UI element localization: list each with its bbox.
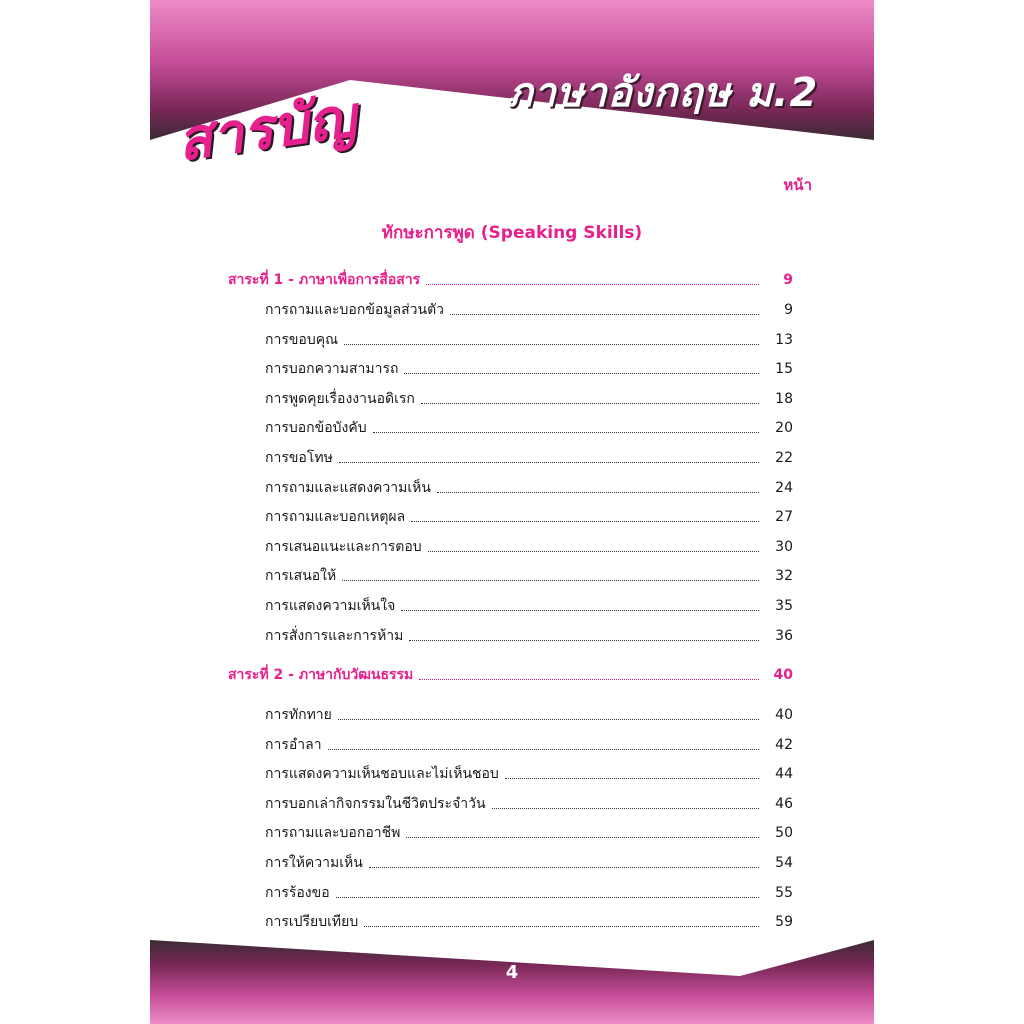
toc-part-page: 40 xyxy=(773,667,793,683)
toc-item-page: 35 xyxy=(775,598,793,614)
toc-item-title: การทักทาย xyxy=(265,707,332,723)
toc-item-title: การร้องขอ xyxy=(265,884,330,901)
toc-item-page: 42 xyxy=(775,736,793,753)
toc-item-title: การแสดงความเห็นใจ xyxy=(265,598,396,614)
toc-item-title: การสั่งการและการห้าม xyxy=(265,627,404,644)
toc-item-row xyxy=(265,794,793,814)
toc-item-title: การบอกความสามารถ xyxy=(265,361,399,378)
toc-item-row xyxy=(265,478,793,498)
toc-item-row xyxy=(265,300,793,320)
dot-leader xyxy=(336,896,759,898)
toc-item-title: การเสนอให้ xyxy=(265,568,337,585)
toc-item-title: การถามและแสดงความเห็น xyxy=(265,479,431,496)
toc-item-title: การบอกเล่ากิจกรรมในชีวิตประจำวัน xyxy=(265,795,486,812)
dot-leader xyxy=(421,402,759,404)
dot-leader xyxy=(437,491,759,493)
toc-item-row xyxy=(265,537,793,557)
toc-item-row xyxy=(265,883,793,903)
toc-item-row xyxy=(265,596,793,616)
toc-item-row xyxy=(265,705,793,725)
page-column-label: หน้า xyxy=(783,176,812,194)
toc-item-page: 27 xyxy=(775,509,793,526)
dot-leader xyxy=(419,678,759,680)
toc-item-row xyxy=(265,823,793,843)
toc-item-title: การถามและบอกเหตุผล xyxy=(265,509,406,526)
toc-item-title: การถามและบอกข้อมูลส่วนตัว xyxy=(265,302,445,318)
toc-item-row xyxy=(265,764,793,784)
dot-leader xyxy=(369,866,759,868)
toc-item-page: 59 xyxy=(775,914,793,931)
dot-leader xyxy=(411,520,759,522)
dot-leader xyxy=(428,550,759,552)
toc-item-title: การพูดคุยเรื่องงานอดิเรก xyxy=(265,390,415,407)
toc-item-row xyxy=(265,418,793,438)
toc-part-title: สาระที่ 2 - ภาษากับวัฒนธรรม xyxy=(228,667,414,683)
document-page xyxy=(150,0,874,1024)
toc-item-title: การบอกข้อบังคับ xyxy=(265,420,367,437)
toc-item-page: 54 xyxy=(775,855,793,871)
dot-leader xyxy=(404,372,759,374)
dot-leader xyxy=(338,718,759,720)
toc-item-row xyxy=(265,507,793,527)
toc-item-row xyxy=(265,448,793,468)
dot-leader xyxy=(406,836,759,838)
toc-item-page: 24 xyxy=(775,479,793,496)
toc-item-page: 22 xyxy=(775,450,793,466)
toc-item-page: 55 xyxy=(775,884,793,901)
toc-item-page: 13 xyxy=(775,331,793,348)
subject-title: ภาษาอังกฤษ ม.2 xyxy=(506,70,819,116)
dot-leader xyxy=(364,925,759,927)
toc-item-row xyxy=(265,735,793,755)
toc-item-page: 44 xyxy=(775,766,793,783)
toc-item-page: 18 xyxy=(775,390,793,407)
toc-item-row xyxy=(265,566,793,586)
dot-leader xyxy=(339,461,759,463)
toc-part-title: สาระที่ 1 - ภาษาเพื่อการสื่อสาร xyxy=(228,272,421,288)
section-title: ทักษะการพูด (Speaking Skills) xyxy=(381,223,643,243)
dot-leader xyxy=(401,609,759,611)
dot-leader xyxy=(505,777,759,779)
toc-item-row xyxy=(265,389,793,409)
dot-leader xyxy=(373,431,759,433)
toc-item-title: การอำลา xyxy=(265,736,322,753)
dot-leader xyxy=(344,343,759,345)
dot-leader xyxy=(426,283,759,285)
toc-heading: สารบัญ xyxy=(173,84,360,175)
toc-item-page: 20 xyxy=(775,420,793,437)
toc-item-page: 9 xyxy=(784,302,793,318)
toc-item-title: การขอบคุณ xyxy=(265,331,339,348)
toc-part-row xyxy=(228,665,793,685)
toc-item-title: การให้ความเห็น xyxy=(265,855,363,871)
toc-item-title: การขอโทษ xyxy=(265,450,333,466)
toc-item-row xyxy=(265,853,793,873)
toc-item-title: การเสนอแนะและการตอบ xyxy=(265,538,422,555)
dot-leader xyxy=(342,579,759,581)
dot-leader xyxy=(409,639,759,641)
toc-item-page: 15 xyxy=(775,361,793,378)
toc-item-page: 32 xyxy=(775,568,793,585)
toc-item-row xyxy=(265,359,793,379)
toc-item-page: 40 xyxy=(775,707,793,723)
toc-item-page: 46 xyxy=(775,795,793,812)
toc-part-page: 9 xyxy=(783,272,793,288)
dot-leader xyxy=(328,748,759,750)
page-number: 4 xyxy=(505,962,519,983)
toc-item-title: การถามและบอกอาชีพ xyxy=(265,825,401,842)
dot-leader xyxy=(492,807,759,809)
toc-item-page: 50 xyxy=(775,825,793,842)
toc-item-title: การเปรียบเทียบ xyxy=(265,914,359,931)
toc-item-row xyxy=(265,626,793,646)
toc-item-title: การแสดงความเห็นชอบและไม่เห็นชอบ xyxy=(265,766,499,783)
toc-item-page: 36 xyxy=(775,627,793,644)
dot-leader xyxy=(450,313,759,315)
toc-item-page: 30 xyxy=(775,538,793,555)
toc-part-row xyxy=(228,270,793,290)
toc-item-row xyxy=(265,330,793,350)
